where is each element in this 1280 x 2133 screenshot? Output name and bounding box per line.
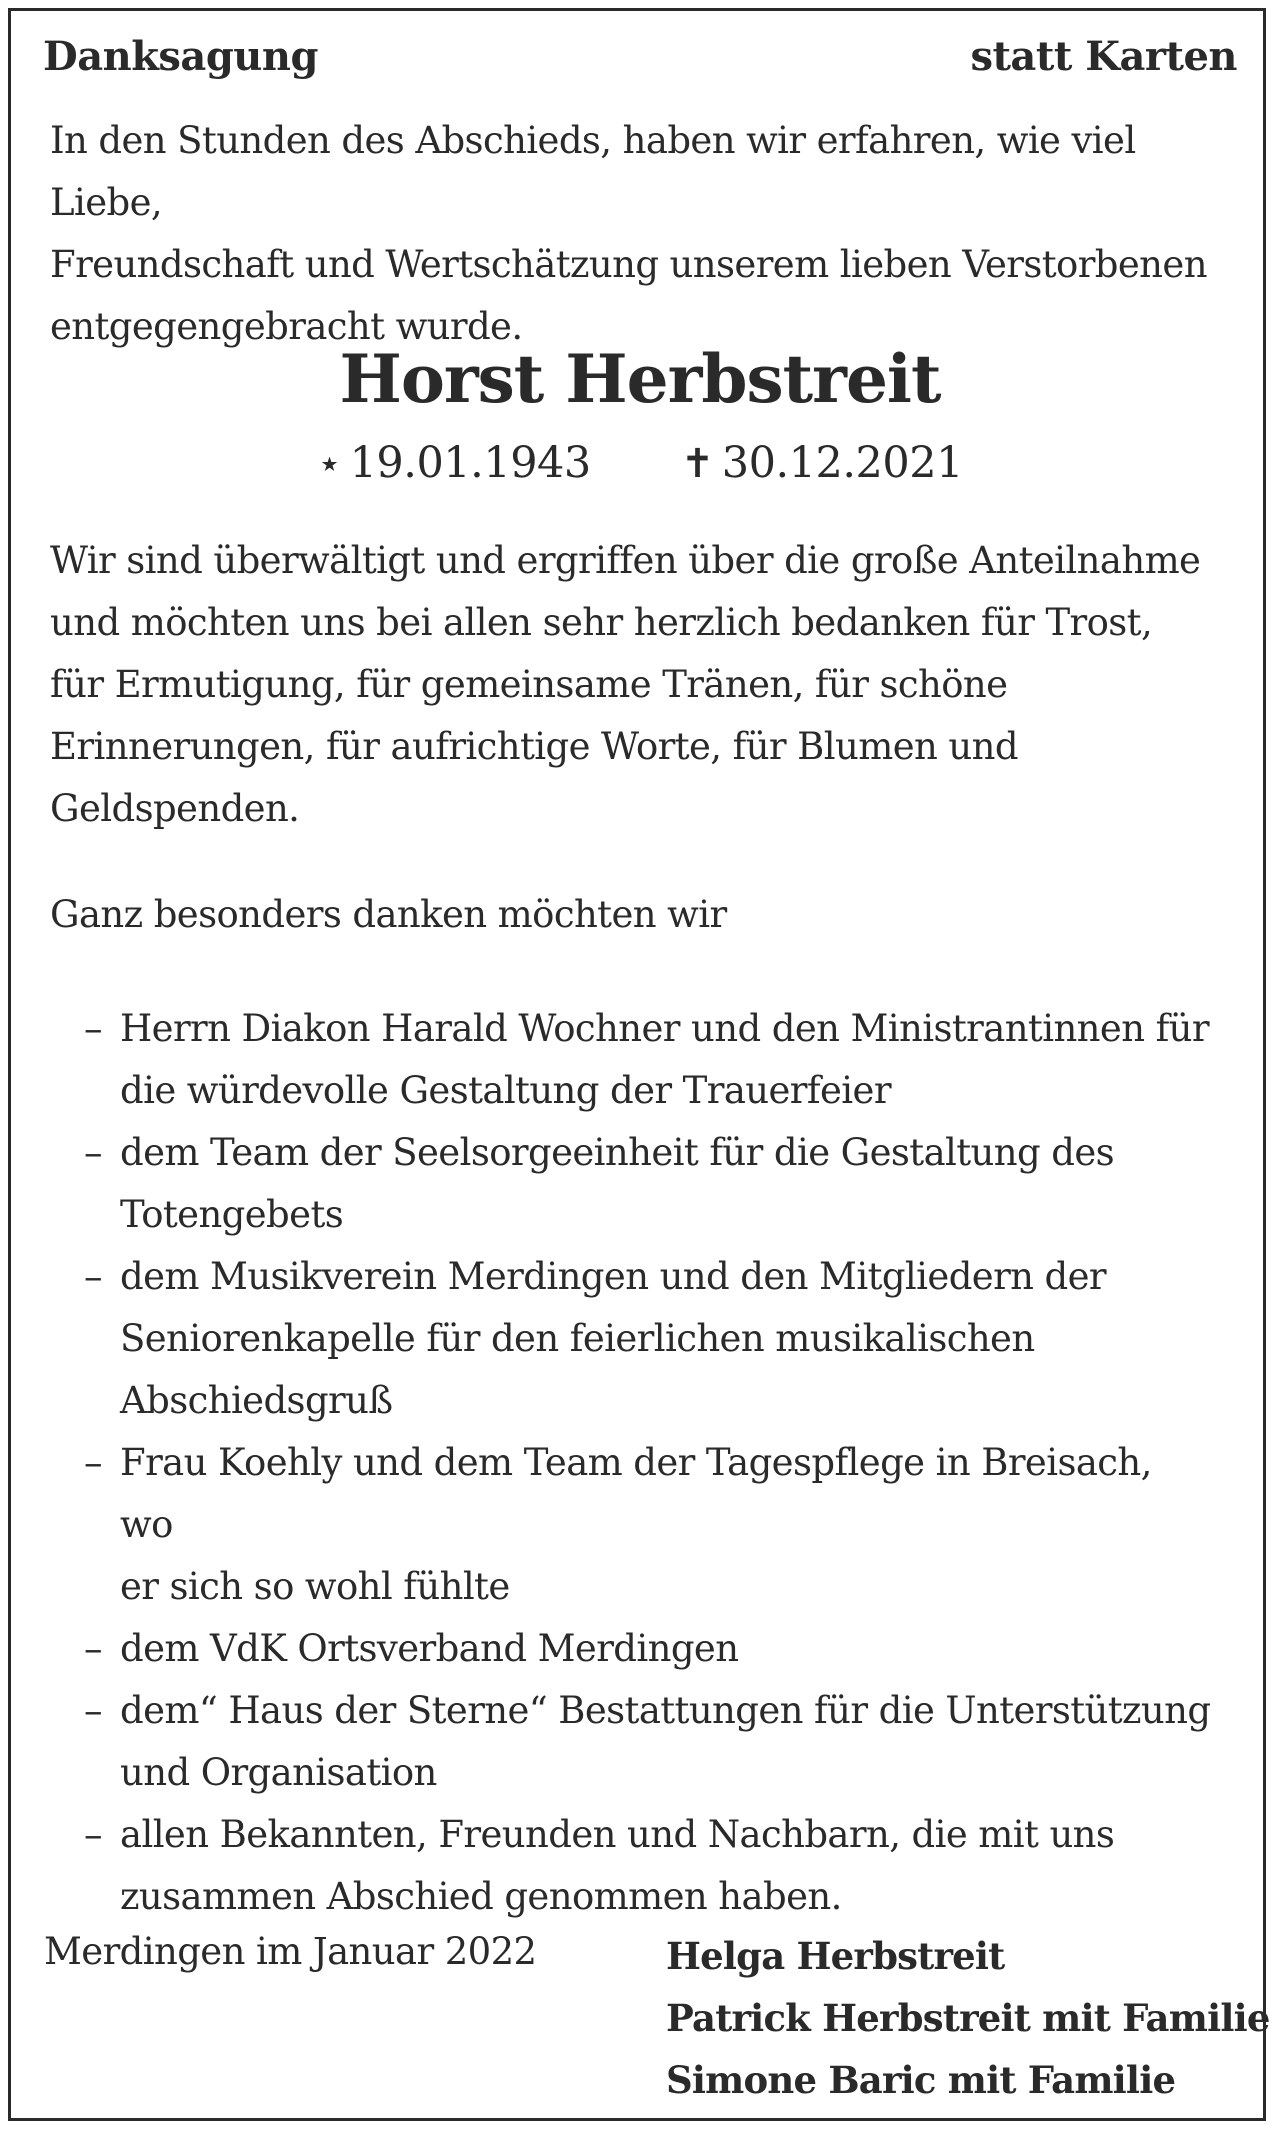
intro-line: entgegengebracht wurde. <box>50 305 523 348</box>
list-item <box>84 1246 1214 1432</box>
birth-date-group <box>317 438 591 488</box>
special-thanks-intro: Ganz besonders danken möchten wir <box>50 893 727 936</box>
list-item <box>84 1618 1214 1680</box>
list-item <box>84 1122 1214 1246</box>
intro-line: In den Stunden des Abschieds, haben wir erfahren, wie viel Liebe, <box>50 119 1136 224</box>
list-item <box>84 1680 1214 1804</box>
gratitude-line: für Ermutigung, für gemeinsame Tränen, für schöne <box>50 663 1008 706</box>
signer-name: Simone Baric mit Familie <box>666 2058 1176 2102</box>
death-date-group <box>681 438 963 488</box>
list-item-line: Totengebets <box>120 1193 344 1236</box>
gratitude-line: Geldspenden. <box>50 787 300 830</box>
list-item-line: dem Team der Seelsorgeeinheit für die Gestaltung des <box>120 1131 1115 1174</box>
dash-bullet: – <box>84 1007 102 1050</box>
list-item <box>84 1804 1214 1928</box>
dash-bullet: – <box>84 1441 102 1484</box>
signer-name: Helga Herbstreit <box>666 1934 1005 1978</box>
signer-name: Patrick Herbstreit mit Familie <box>666 1996 1270 2040</box>
thanks-list <box>84 998 1214 1928</box>
list-item-line: Frau Koehly und dem Team der Tagespflege in Breisach, wo <box>120 1441 1152 1546</box>
signers-block <box>666 1925 1270 2111</box>
list-item-line: zusammen Abschied genommen haben. <box>120 1875 842 1918</box>
list-item-line: dem“ Haus der Sterne“ Bestattungen für die Unterstützung <box>120 1689 1211 1732</box>
list-item <box>84 1432 1214 1618</box>
list-item-line: die würdevolle Gestaltung der Trauerfeier <box>120 1069 891 1112</box>
dash-bullet: – <box>84 1255 102 1298</box>
gratitude-line: und möchten uns bei allen sehr herzlich bedanken für Trost, <box>50 601 1153 644</box>
list-item-line: Seniorenkapelle für den feierlichen musikalischen <box>120 1317 1035 1360</box>
list-item-line: und Organisation <box>120 1751 437 1794</box>
gratitude-line: Wir sind überwältigt und ergriffen über die große Anteilnahme <box>50 539 1201 582</box>
dash-bullet: – <box>84 1131 102 1174</box>
list-item-line: er sich so wohl fühlte <box>120 1565 510 1608</box>
notice-subheading: statt Karten <box>970 32 1237 80</box>
life-dates <box>0 438 1280 488</box>
list-item-line: Abschiedsgruß <box>120 1379 393 1422</box>
dash-bullet: – <box>84 1689 102 1732</box>
place-and-date: Merdingen im Januar 2022 <box>44 1930 537 1973</box>
gratitude-line: Erinnerungen, für aufrichtige Worte, für Blumen und <box>50 725 1018 768</box>
death-date: 30.12.2021 <box>721 438 963 488</box>
dash-bullet: – <box>84 1813 102 1856</box>
list-item-line: Herrn Diakon Harald Wochner und den Ministrantinnen für <box>120 1007 1209 1050</box>
star-icon: ⋆ <box>317 441 342 487</box>
notice-heading: Danksagung <box>43 32 318 80</box>
gratitude-paragraph <box>50 530 1240 840</box>
list-item-line: allen Bekannten, Freunden und Nachbarn, die mit uns <box>120 1813 1115 1856</box>
dash-bullet: – <box>84 1627 102 1670</box>
intro-line: Freundschaft und Wertschätzung unserem lieben Verstorbenen <box>50 243 1207 286</box>
list-item-line: dem VdK Ortsverband Merdingen <box>120 1627 739 1670</box>
notice-header <box>43 28 1237 84</box>
intro-paragraph <box>50 110 1240 358</box>
deceased-name: Horst Herbstreit <box>339 340 941 418</box>
cross-icon: ✝ <box>680 441 714 487</box>
list-item <box>84 998 1214 1122</box>
list-item-line: dem Musikverein Merdingen und den Mitgliedern der <box>120 1255 1107 1298</box>
birth-date: 19.01.1943 <box>349 438 591 488</box>
